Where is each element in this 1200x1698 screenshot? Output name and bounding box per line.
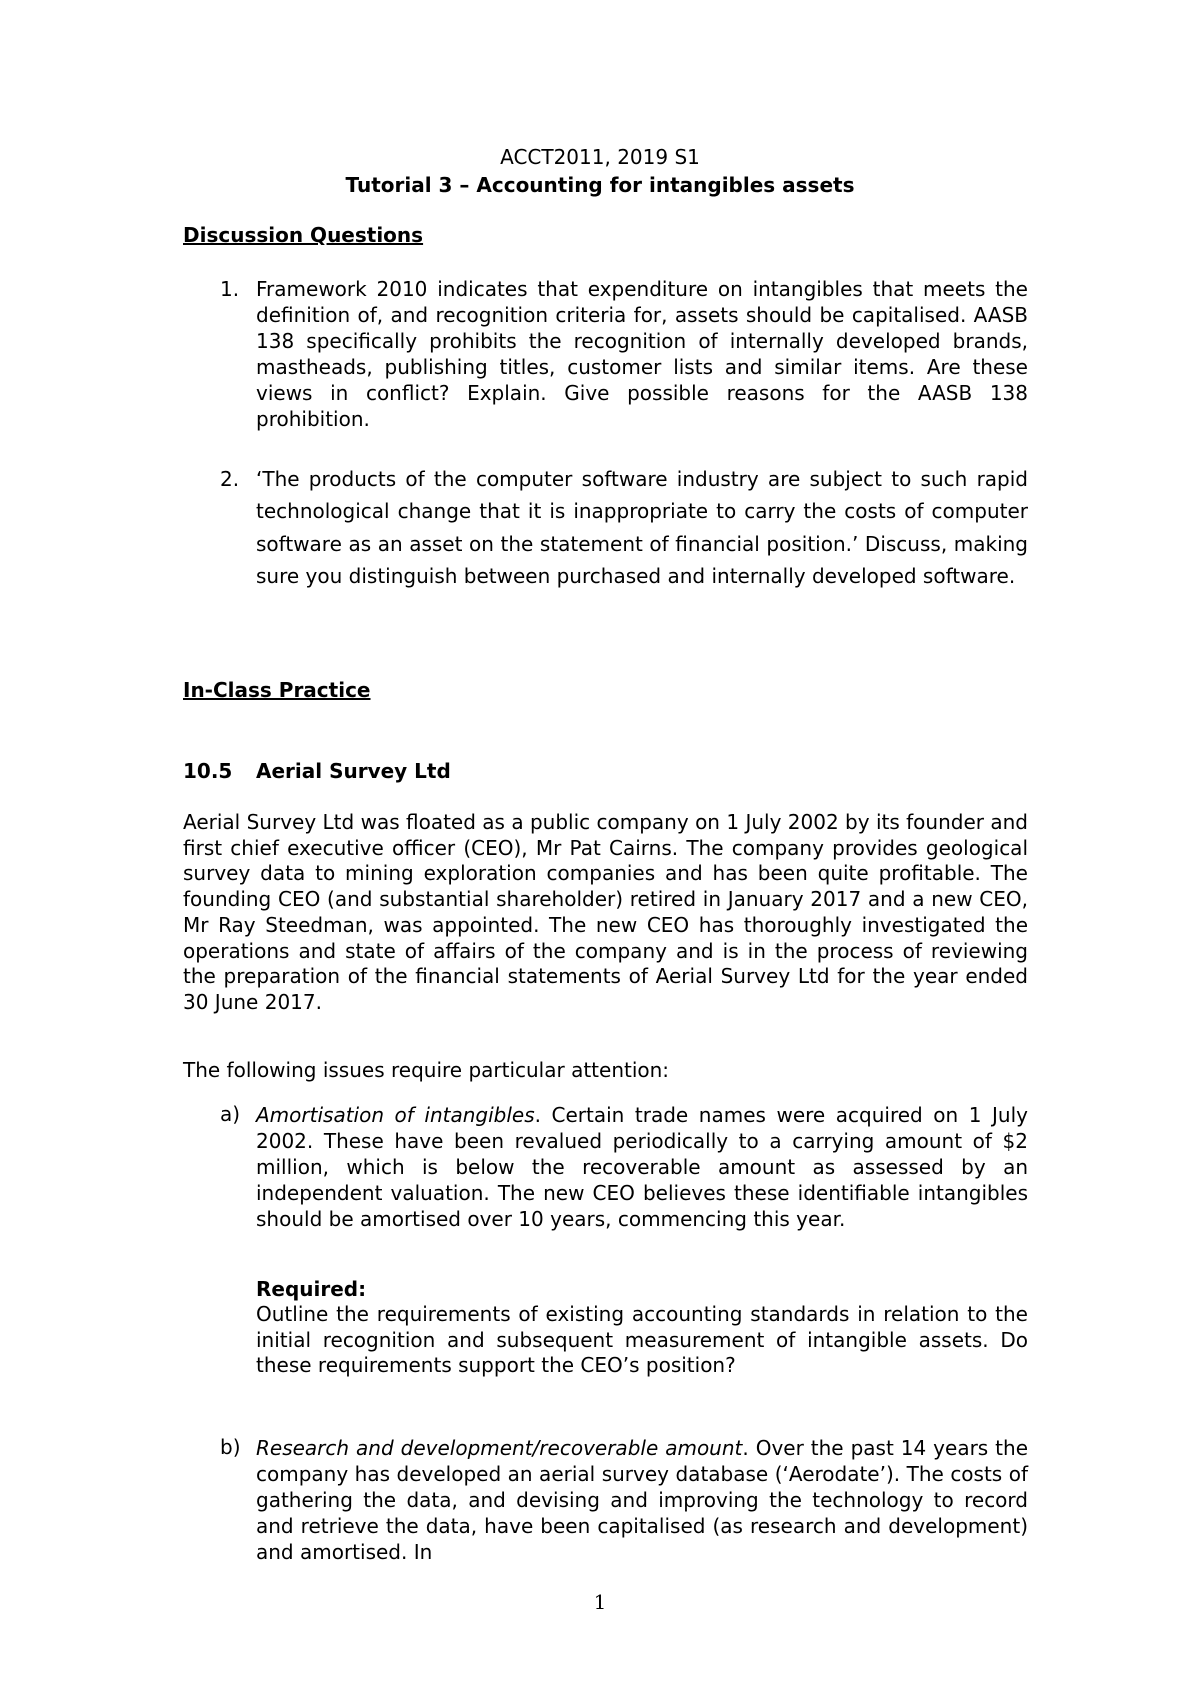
issue-body: . Over the past 14 years the company has developed an aerial survey database (‘Aerodate’). The costs of gathering the data, and devising and improving the technology to record and retrieve the data, have been capitalised (as research and development) and amortised. In	[256, 1436, 1028, 1564]
case-title	[183, 758, 451, 784]
case-number: 10.5	[183, 759, 233, 783]
required-label: Required:	[256, 1277, 367, 1301]
case-name: Aerial Survey Ltd	[256, 759, 451, 783]
required-text: Outline the requirements of existing accounting standards in relation to the initial recognition and subsequent measurement of intangible assets. Do these requirements support the CEO’s position?	[256, 1302, 1028, 1378]
tutorial-title: Tutorial 3 – Accounting for intangibles assets	[345, 173, 855, 197]
issue-body: . Certain trade names were acquired on 1 July 2002. These have been revalued periodically to a carrying amount of $2 million, which is below the recoverable amount as assessed by an independent valuation. The new CEO believes these identifiable intangibles should be amortised over 10 years, commencing this year.	[256, 1103, 1028, 1231]
issue-label: a)	[220, 1102, 241, 1126]
discussion-question-2	[183, 463, 1028, 593]
question-text: ‘The products of the computer software industry are subject to such rapid technological change that it is inappropriate to carry the costs of computer software as an asset on the statement of financial position.’ Discuss, making sure you distinguish between purchased and internally developed software.	[256, 467, 1028, 589]
issue-label: b)	[220, 1435, 241, 1459]
page-number: 1	[593, 1590, 607, 1614]
discussion-heading: Discussion Questions	[183, 223, 424, 247]
issues-intro: The following issues require particular attention:	[183, 1058, 670, 1082]
question-number: 1.	[220, 277, 240, 301]
case-intro-paragraph: Aerial Survey Ltd was floated as a public company on 1 July 2002 by its founder and first chief executive officer (CEO), Mr Pat Cairns. The company provides geological survey data to mining exploration companies and has been quite profitable. The founding CEO (and substantial shareholder) retired in January 2017 and a new CEO, Mr Ray Steedman, was appointed. The new CEO has thoroughly investigated the operations and state of affairs of the company and is in the process of reviewing the preparation of the financial statements of Aerial Survey Ltd for the year ended 30 June 2017.	[183, 810, 1028, 1014]
discussion-question-1	[183, 276, 1028, 432]
required-block-a	[256, 1276, 1028, 1379]
issue-lead: Research and development/recoverable amount	[256, 1436, 743, 1460]
question-number: 2.	[220, 467, 240, 491]
issue-text	[256, 1435, 1028, 1565]
issue-text	[256, 1102, 1028, 1232]
question-text: Framework 2010 indicates that expenditure on intangibles that meets the definition of, and recognition criteria for, assets should be capitalised. AASB 138 specifically prohibits the recognition of internally developed brands, mastheads, publishing titles, customer lists and similar items. Are these views in conflict? Explain. Give possible reasons for the AASB 138 prohibition.	[256, 277, 1028, 431]
issue-a	[183, 1102, 1028, 1232]
issue-lead: Amortisation of intangibles	[256, 1103, 535, 1127]
course-title: ACCT2011, 2019 S1	[500, 145, 700, 169]
issue-b	[183, 1435, 1028, 1565]
in-class-practice-heading: In-Class Practice	[183, 678, 371, 702]
